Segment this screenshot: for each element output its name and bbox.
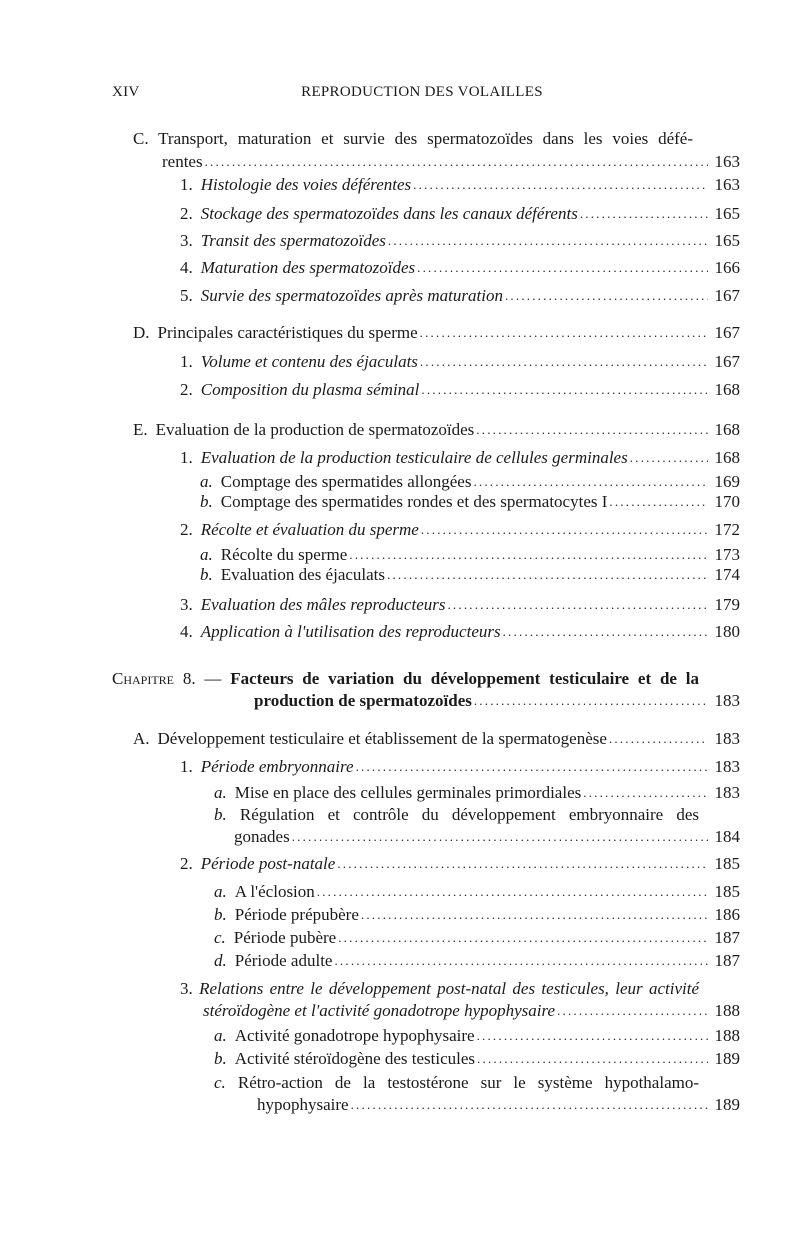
leader-dots [205,150,708,173]
item-number: 2. [180,520,193,539]
item-number: 2. [180,380,193,399]
item-title: Histologie des voies déférentes [200,175,412,194]
page-ref: 187 [714,951,740,970]
subitem-letter: a. [214,783,227,802]
page-ref: 179 [714,595,740,614]
leader-dots [447,593,708,616]
page-ref: 163 [714,152,740,171]
subitem-letter: b. [200,565,213,584]
toc-item[interactable] [180,256,740,279]
leader-dots [413,173,708,196]
item-title: Survie des spermatozoïdes après maturation [200,286,503,305]
leader-dots [420,321,708,344]
item-number: 1. [180,352,193,371]
toc-item[interactable] [180,350,740,373]
item-number: 4. [180,622,193,641]
toc-item[interactable] [180,446,740,469]
leader-dots [421,378,708,401]
subitem-letter: a. [214,882,227,901]
page-ref: 169 [714,472,740,491]
page-ref: 184 [714,827,740,846]
leader-dots [356,755,708,778]
item-number: 4. [180,258,193,277]
subitem-letter: b. [200,492,213,511]
section-title-line1: Transport, maturation et survie des spermatozoïdes dans les voies défé- [158,129,693,148]
leader-dots [477,1047,708,1070]
subitem-title: Comptage des spermatides allongées [220,472,472,491]
page-ref: 168 [714,380,740,399]
toc-item[interactable] [180,378,740,401]
toc-subitem[interactable] [214,949,740,972]
item-title: Composition du plasma séminal [200,380,420,399]
page-ref: 185 [714,882,740,901]
page-number: XIV [112,84,140,100]
item-number: 3. [180,231,193,250]
toc-section-e[interactable] [133,418,740,441]
item-number: 1. [180,175,193,194]
toc-subitem[interactable] [214,880,740,903]
page-ref: 167 [714,286,740,305]
leader-dots [474,689,708,712]
item-title: Transit des spermatozoïdes [200,231,386,250]
page-ref: 189 [714,1095,740,1114]
toc-subitem[interactable] [214,1047,740,1070]
item-title: Evaluation des mâles reproducteurs [200,595,446,614]
leader-dots [388,229,708,252]
leader-dots [583,781,708,804]
leader-dots [292,825,708,848]
subitem-title: Période adulte [234,951,333,970]
subitem-letter: a. [200,545,213,564]
item-title: Application à l'utilisation des reproducteurs [200,622,501,641]
subitem-letter: d. [214,951,227,970]
subitem-title-line2: hypophysaire [257,1095,349,1114]
page-ref: 172 [714,520,740,539]
chapter-heading-continuation[interactable] [254,689,740,712]
section-label: A. [133,729,150,748]
running-title: REPRODUCTION DES VOLAILLES [301,84,543,100]
page-ref: 166 [714,258,740,277]
page-ref: 188 [714,1001,740,1020]
section-label: C. [133,129,149,148]
toc-item[interactable] [180,518,740,541]
page-ref: 170 [714,492,740,511]
chapter-heading[interactable] [112,667,699,690]
leader-dots [361,903,708,926]
item-title: Période post-natale [200,854,336,873]
subitem-letter: b. [214,1049,227,1068]
toc-subitem[interactable] [200,563,740,586]
leader-dots [421,518,708,541]
section-title-line2: rentes [162,152,203,171]
leader-dots [503,620,708,643]
chapter-dash: — [204,669,222,688]
leader-dots [387,563,708,586]
subitem-title-line1: Régulation et contrôle du développement embryonnaire des [239,805,699,824]
subitem-title: Activité stéroïdogène des testicules [234,1049,476,1068]
subitem-title: Comptage des spermatides rondes et des spermatocytes I [220,492,608,511]
item-title: Volume et contenu des éjaculats [200,352,418,371]
leader-dots [505,284,708,307]
leader-dots [476,418,708,441]
leader-dots [317,880,708,903]
toc-item[interactable] [180,620,740,643]
toc-subitem[interactable] [214,926,740,949]
leader-dots [609,727,708,750]
subitem-title: Evaluation des éjaculats [220,565,386,584]
item-number: 1. [180,757,193,776]
leader-dots [338,926,708,949]
leader-dots [477,1024,708,1047]
toc-item[interactable] [180,593,740,616]
subitem-title: Période prépubère [234,905,359,924]
toc-subitem-wrapped[interactable] [214,1071,699,1094]
subitem-title: A l'éclosion [234,882,315,901]
section-title: Principales caractéristiques du sperme [157,323,418,342]
page-header [112,84,732,110]
subitem-title: Récolte du sperme [220,545,348,564]
toc-item[interactable] [180,852,740,875]
page-ref: 168 [714,448,740,467]
toc-item[interactable] [180,173,740,196]
toc-section-a[interactable] [133,727,740,750]
section-title: Développement testiculaire et établissement de la spermatogenèse [157,729,607,748]
item-number: 3. [180,595,193,614]
subitem-letter: b. [214,805,227,824]
page-ref: 173 [714,545,740,564]
page-ref: 163 [714,175,740,194]
item-title: Stockage des spermatozoïdes dans les canaux déférents [200,204,578,223]
subitem-letter: a. [200,472,213,491]
toc-subitem-wrapped[interactable] [214,803,699,826]
toc-subitem[interactable] [200,490,740,513]
page-ref: 188 [714,1026,740,1045]
toc-subitem[interactable] [214,1024,740,1047]
leader-dots [557,999,708,1022]
page-ref: 167 [714,352,740,371]
page-ref: 174 [714,565,740,584]
leader-dots [609,490,708,513]
chapter-title-line2: production de spermatozoïdes [254,691,472,710]
subitem-title-line1: Rétro-action de la testostérone sur le système hypothalamo- [237,1073,699,1092]
page-ref: 183 [714,783,740,802]
item-title: Période embryonnaire [200,757,354,776]
toc-subitem[interactable] [214,903,740,926]
toc-item[interactable] [180,202,740,225]
toc-subitem-continuation[interactable] [257,1093,740,1116]
subitem-letter: a. [214,1026,227,1045]
leader-dots [351,1093,708,1116]
leader-dots [337,852,708,875]
item-title-line2: stéroïdogène et l'activité gonadotrope hypophysaire [203,1001,556,1020]
toc-item[interactable] [180,755,740,778]
item-title: Evaluation de la production testiculaire de cellules germinales [200,448,628,467]
page-ref: 187 [714,928,740,947]
subitem-letter: c. [214,1073,226,1092]
page-ref: 183 [714,691,740,710]
leader-dots [420,350,708,373]
item-number: 2. [180,854,193,873]
subitem-title: Période pubère [233,928,337,947]
subitem-title: Mise en place des cellules germinales primordiales [234,783,582,802]
toc-section-d[interactable] [133,321,740,344]
page-ref: 180 [714,622,740,641]
toc-subitem-continuation[interactable] [234,825,740,848]
page-ref: 186 [714,905,740,924]
page-ref: 189 [714,1049,740,1068]
toc-subitem[interactable] [214,781,740,804]
page-ref: 165 [714,231,740,250]
leader-dots [417,256,708,279]
page-ref: 168 [714,420,740,439]
leader-dots [334,949,708,972]
page-ref: 185 [714,854,740,873]
toc-item[interactable] [180,229,740,252]
section-label: D. [133,323,150,342]
subitem-letter: b. [214,905,227,924]
item-title: Récolte et évaluation du sperme [200,520,419,539]
item-number: 2. [180,204,193,223]
leader-dots [580,202,708,225]
section-title: Evaluation de la production de spermatozoïdes [155,420,475,439]
subitem-title: Activité gonadotrope hypophysaire [234,1026,475,1045]
toc-item-wrapped[interactable] [180,977,699,1000]
toc-item[interactable] [180,284,740,307]
subitem-title-line2: gonades [234,827,290,846]
toc-item-continuation[interactable] [203,999,740,1022]
item-title: Maturation des spermatozoïdes [200,258,416,277]
section-label: E. [133,420,148,439]
item-number: 5. [180,286,193,305]
chapter-title-line1: Facteurs de variation du développement testiculaire et de la [230,669,699,688]
chapter-label: Chapitre 8. [112,669,196,688]
item-title-line1: Relations entre le développement post-natal des testicules, leur activité [199,979,700,998]
toc-section-c[interactable] [133,127,693,150]
toc-section-c-continuation[interactable] [162,150,740,173]
page-ref: 183 [714,729,740,748]
item-number: 3. [180,979,193,998]
page-ref: 183 [714,757,740,776]
leader-dots [630,446,708,469]
page-ref: 167 [714,323,740,342]
subitem-letter: c. [214,928,226,947]
item-number: 1. [180,448,193,467]
page-ref: 165 [714,204,740,223]
